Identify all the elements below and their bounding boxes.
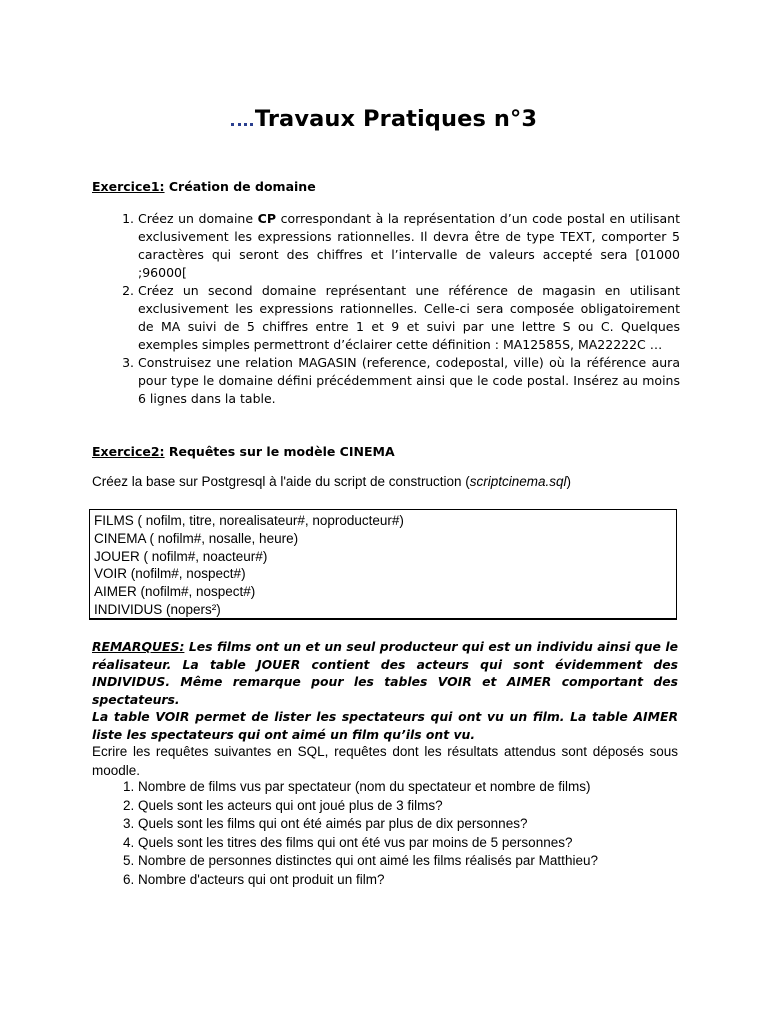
exercise1-list: [92, 210, 680, 408]
remarks-label: REMARQUES:: [92, 639, 185, 654]
query-item: 1. Nombre de films vus par spectateur (nom du spectateur et nombre de films): [138, 778, 680, 797]
remarks-text: La table VOIR permet de lister les spectateurs qui ont vu un film. La table AIMER liste les spectateurs qui ont aimé un film qu’ils ont vu.: [92, 709, 678, 742]
exercise1-item: 3. Construisez une relation MAGASIN (reference, codepostal, ville) où la référence aura pour type le domaine défini précédemment ainsi que le code postal. Insérez au moins 6 lignes dans la table.: [138, 354, 680, 408]
schema-line: VOIR (nofilm#, nospect#): [94, 566, 246, 582]
exercise2-title: Requêtes sur le modèle CINEMA: [164, 444, 395, 459]
schema-line: CINEMA ( nofilm#, nosalle, heure): [94, 530, 299, 546]
title-text: Travaux Pratiques n°3: [254, 106, 538, 132]
heading-marker-icon: [231, 119, 253, 126]
exercise2-heading: [92, 444, 395, 459]
exercise2-instruction: Créez la base sur Postgresql à l'aide du script de construction (scriptcinema.sql): [92, 474, 572, 489]
exercise1-item: 2. Créez un second domaine représentant une référence de magasin en utilisant exclusivement les expressions rationnelles. Celle-ci sera composée obligatoirement de MA suivi de 5 chiffres entre 1 et 9 et suivi par une lettre S ou C. Quelques exemples simples permettront d’éclairer cette définition : MA12585S, MA22222C …: [138, 282, 680, 354]
query-item: 5. Nombre de personnes distinctes qui ont aimé les films réalisés par Matthieu?: [138, 852, 680, 871]
query-item: 3. Quels sont les films qui ont été aimés par plus de dix personnes?: [138, 815, 680, 834]
page-title: [0, 106, 768, 132]
query-item: 4. Quels sont les titres des films qui ont été vus par moins de 5 personnes?: [138, 834, 680, 853]
domain-name-cp: CP: [257, 211, 276, 226]
exercise1-heading: [92, 179, 316, 194]
exercise2-label: Exercice2:: [92, 444, 165, 459]
exercise1-title: Création de domaine: [164, 179, 316, 194]
queries-list: [92, 778, 680, 890]
queries-intro: Ecrire les requêtes suivantes en SQL, requêtes dont les résultats attendus sont déposés sous moodle.: [92, 744, 678, 778]
schema-box: [89, 509, 677, 620]
schema-line: AIMER (nofilm#, nospect#): [94, 584, 256, 600]
script-filename: scriptcinema.sql: [469, 474, 567, 489]
remarks-block: [92, 638, 678, 743]
schema-line: JOUER ( nofilm#, noacteur#): [94, 548, 268, 564]
exercise1-item: 1. Créez un domaine CP correspondant à la représentation d’un code postal en utilisant exclusivement les expressions rationnelles. Il devra être de type TEXT, comporter 5 caractères qui seront des chiffres et l’intervalle de valeurs accepté sera [01000 ;96000[: [138, 210, 680, 282]
schema-line: INDIVIDUS (nopers²): [94, 601, 221, 617]
query-item: 6. Nombre d'acteurs qui ont produit un film?: [138, 871, 680, 890]
remarks-text: Les films ont un et un seul producteur qui est un individu ainsi que le réalisateur. La table JOUER contient des acteurs qui sont évidemment des INDIVIDUS. Même remarque pour les tables VOIR et AIMER comportant des spectateurs.: [92, 639, 678, 707]
query-item: 2. Quels sont les acteurs qui ont joué plus de 3 films?: [138, 797, 680, 816]
exercise1-label: Exercice1:: [92, 179, 165, 194]
schema-line: FILMS ( nofilm, titre, norealisateur#, noproducteur#): [94, 513, 404, 528]
